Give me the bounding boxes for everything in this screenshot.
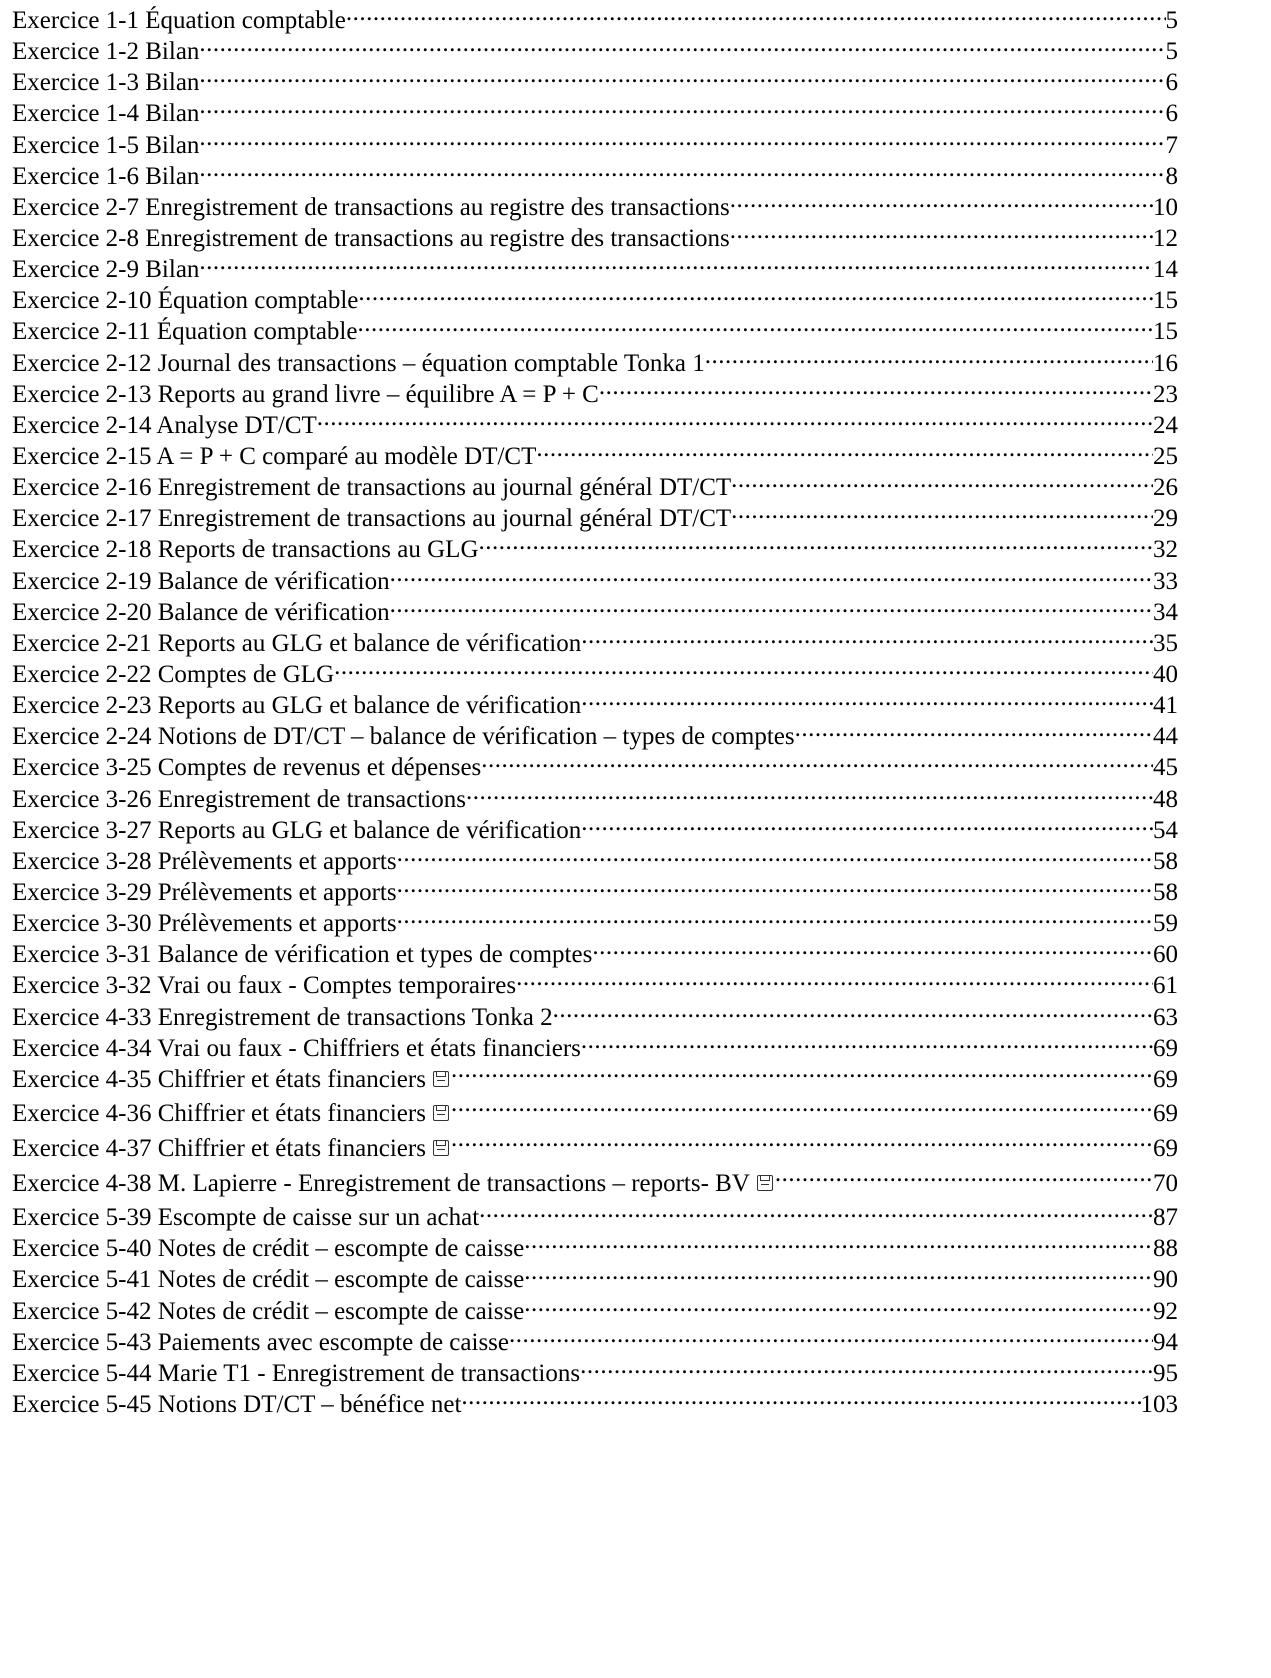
toc-entry[interactable] — [12, 750, 1178, 781]
dot-leader — [581, 813, 1153, 838]
dot-leader — [481, 750, 1153, 775]
toc-entry-title[interactable]: Exercice 2-22 Comptes de GLG — [12, 660, 335, 688]
toc-entry-page-number[interactable]: 35 — [1153, 629, 1178, 657]
toc-entry[interactable] — [12, 564, 1178, 595]
toc-entry[interactable] — [12, 314, 1178, 345]
toc-entry[interactable] — [12, 719, 1178, 750]
floppy-disk-icon — [433, 1105, 449, 1121]
toc-entry[interactable] — [12, 3, 1178, 34]
toc-entry-title[interactable]: Exercice 2-7 Enregistrement de transactions au registre des transactions — [12, 193, 730, 221]
toc-entry[interactable] — [12, 377, 1178, 408]
toc-entry[interactable] — [12, 501, 1178, 532]
toc-entry[interactable] — [12, 1000, 1178, 1031]
toc-entry-title[interactable]: Exercice 2-24 Notions de DT/CT – balance de vérification – types de comptes — [12, 723, 795, 751]
toc-entry-page-number[interactable]: 87 — [1153, 1204, 1178, 1232]
toc-entry-page-number[interactable]: 60 — [1153, 941, 1178, 969]
toc-entry-page-number[interactable]: 23 — [1153, 380, 1178, 408]
toc-entry-title[interactable]: Exercice 1-6 Bilan — [12, 162, 200, 190]
dot-leader — [524, 1294, 1153, 1319]
toc-entry-page-number[interactable]: 29 — [1153, 505, 1178, 533]
toc-entry-page-number[interactable]: 58 — [1153, 878, 1178, 906]
toc-entry[interactable] — [12, 688, 1178, 719]
dot-leader — [731, 470, 1153, 495]
toc-entry-page-number[interactable]: 61 — [1153, 972, 1178, 1000]
dot-leader — [317, 408, 1153, 433]
toc-entry[interactable] — [12, 1387, 1178, 1418]
dot-leader — [199, 159, 1165, 184]
dot-leader — [451, 1131, 1153, 1156]
toc-entry-page-number[interactable]: 90 — [1153, 1266, 1178, 1294]
dot-leader — [451, 1096, 1153, 1121]
toc-entry[interactable] — [12, 1294, 1178, 1325]
dot-leader — [516, 968, 1153, 993]
dot-leader — [466, 782, 1153, 807]
dot-leader — [524, 1231, 1153, 1256]
toc-entry-title[interactable]: Exercice 1-4 Bilan — [12, 100, 200, 128]
toc-entry[interactable] — [12, 875, 1178, 906]
toc-entry[interactable] — [12, 283, 1178, 314]
toc-entry-page-number[interactable]: 7 — [1165, 131, 1178, 159]
dot-leader — [536, 439, 1153, 464]
toc-entry-page-number[interactable]: 14 — [1153, 256, 1178, 284]
toc-entry-page-number[interactable]: 34 — [1153, 598, 1178, 626]
toc-entry-title[interactable]: Exercice 3-25 Comptes de revenus et dépenses — [12, 754, 482, 782]
dot-leader — [199, 96, 1165, 121]
toc-entry-page-number[interactable]: 58 — [1153, 847, 1178, 875]
toc-entry-title[interactable]: Exercice 3-30 Prélèvements et apports — [12, 910, 397, 938]
toc-entry[interactable] — [12, 1231, 1178, 1262]
toc-entry-title[interactable]: Exercice 4-38 M. Lapierre - Enregistrement de transactions – reports- BV — [12, 1169, 750, 1197]
toc-entry[interactable] — [12, 252, 1178, 283]
toc-entry[interactable] — [12, 657, 1178, 688]
toc-entry-page-number[interactable]: 54 — [1153, 816, 1178, 844]
dot-leader — [358, 283, 1153, 308]
dot-leader — [581, 626, 1153, 651]
toc-entry[interactable] — [12, 626, 1178, 657]
toc-entry-page-number[interactable]: 88 — [1153, 1235, 1178, 1263]
dot-leader — [795, 719, 1153, 744]
toc-entry-page-number[interactable]: 94 — [1153, 1328, 1178, 1356]
dot-leader — [199, 34, 1165, 59]
toc-entry-page-number[interactable]: 70 — [1153, 1169, 1178, 1197]
toc-entry-page-number[interactable]: 6 — [1165, 100, 1178, 128]
toc-entry[interactable] — [12, 1031, 1178, 1062]
toc-entry-title[interactable]: Exercice 5-42 Notes de crédit – escompte de caisse — [12, 1297, 525, 1325]
toc-entry-page-number[interactable]: 12 — [1153, 224, 1178, 252]
toc-entry-page-number[interactable]: 16 — [1153, 349, 1178, 377]
toc-entry-title[interactable]: Exercice 4-33 Enregistrement de transactions Tonka 2 — [12, 1003, 553, 1031]
dot-leader — [334, 657, 1153, 682]
toc-entry-title[interactable]: Exercice 2-12 Journal des transactions – équation comptable Tonka 1 — [12, 349, 705, 377]
toc-entry-title[interactable]: Exercice 2-17 Enregistrement de transactions au journal général DT/CT — [12, 505, 732, 533]
dot-leader — [599, 377, 1153, 402]
toc-entry-title[interactable]: Exercice 2-13 Reports au grand livre – équilibre A = P + C — [12, 380, 599, 408]
toc-entry-title[interactable]: Exercice 5-43 Paiements avec escompte de caisse — [12, 1328, 509, 1356]
toc-entry-title[interactable]: Exercice 2-19 Balance de vérification — [12, 567, 390, 595]
toc-entry[interactable] — [12, 844, 1178, 875]
toc-entry[interactable] — [12, 221, 1178, 252]
dot-leader — [580, 1356, 1153, 1381]
toc-entry-page-number[interactable]: 25 — [1153, 442, 1178, 470]
toc-entry-page-number[interactable]: 92 — [1153, 1297, 1178, 1325]
toc-entry-title[interactable]: Exercice 4-34 Vrai ou faux - Chiffriers et états financiers — [12, 1034, 581, 1062]
toc-entry-title[interactable]: Exercice 1-3 Bilan — [12, 69, 200, 97]
toc-entry-page-number[interactable]: 10 — [1153, 193, 1178, 221]
dot-leader — [461, 1387, 1140, 1412]
dot-leader — [397, 844, 1153, 869]
dot-leader — [730, 221, 1153, 246]
toc-entry[interactable] — [12, 1262, 1178, 1293]
toc-entry[interactable] — [12, 1166, 1178, 1201]
toc-entry-title[interactable]: Exercice 3-31 Balance de vérification et types de comptes — [12, 941, 593, 969]
toc-entry[interactable] — [12, 65, 1178, 96]
toc-entry[interactable] — [12, 1325, 1178, 1356]
toc-entry[interactable] — [12, 96, 1178, 127]
toc-entry[interactable] — [12, 439, 1178, 470]
toc-entry-title[interactable]: Exercice 2-8 Enregistrement de transactions au registre des transactions — [12, 224, 730, 252]
toc-entry-title[interactable]: Exercice 2-15 A = P + C comparé au modèle DT/CT — [12, 442, 537, 470]
toc-entry-title[interactable]: Exercice 1-1 Équation comptable — [12, 7, 346, 34]
toc-entry-page-number[interactable]: 5 — [1165, 38, 1178, 66]
toc-entry-title[interactable]: Exercice 2-11 Équation comptable — [12, 318, 358, 346]
toc-entry-page-number[interactable]: 40 — [1153, 660, 1178, 688]
toc-entry-title[interactable]: Exercice 2-9 Bilan — [12, 256, 200, 284]
toc-entry-title[interactable]: Exercice 2-10 Équation comptable — [12, 287, 359, 315]
dot-leader — [346, 3, 1166, 28]
floppy-disk-icon — [433, 1140, 449, 1156]
toc-entry[interactable] — [12, 906, 1178, 937]
dot-leader — [397, 875, 1153, 900]
dot-leader — [705, 346, 1153, 371]
dot-leader — [199, 128, 1165, 153]
toc-entry-title[interactable]: Exercice 2-16 Enregistrement de transactions au journal général DT/CT — [12, 474, 732, 502]
floppy-disk-icon — [433, 1071, 449, 1087]
dot-leader — [553, 1000, 1153, 1025]
floppy-disk-icon — [757, 1175, 773, 1191]
toc-entry-page-number[interactable]: 15 — [1153, 318, 1178, 346]
toc-entry-title[interactable]: Exercice 2-14 Analyse DT/CT — [12, 411, 317, 439]
table-of-contents — [12, 3, 1178, 1418]
toc-entry[interactable] — [12, 1131, 1178, 1166]
toc-entry-title[interactable]: Exercice 5-41 Notes de crédit – escompte de caisse — [12, 1266, 525, 1294]
dot-leader — [199, 65, 1165, 90]
toc-entry-page-number[interactable]: 95 — [1153, 1359, 1178, 1387]
toc-entry-page-number[interactable]: 69 — [1153, 1134, 1178, 1162]
toc-entry-title[interactable]: Exercice 2-20 Balance de vérification — [12, 598, 390, 626]
toc-entry[interactable] — [12, 1356, 1178, 1387]
dot-leader — [479, 1200, 1153, 1225]
toc-entry-title[interactable]: Exercice 3-27 Reports au GLG et balance de vérification — [12, 816, 582, 844]
toc-entry-page-number[interactable]: 69 — [1153, 1065, 1178, 1093]
toc-entry-page-number[interactable]: 48 — [1153, 785, 1178, 813]
toc-entry-title[interactable]: Exercice 5-40 Notes de crédit – escompte de caisse — [12, 1235, 525, 1263]
toc-entry[interactable] — [12, 159, 1178, 190]
toc-entry[interactable] — [12, 408, 1178, 439]
toc-entry-title[interactable]: Exercice 1-5 Bilan — [12, 131, 200, 159]
toc-entry[interactable] — [12, 937, 1178, 968]
dot-leader — [397, 906, 1153, 931]
toc-entry-page-number[interactable]: 59 — [1153, 910, 1178, 938]
toc-entry[interactable] — [12, 346, 1178, 377]
toc-entry-title[interactable]: Exercice 3-29 Prélèvements et apports — [12, 878, 397, 906]
toc-entry[interactable] — [12, 190, 1178, 221]
toc-entry[interactable] — [12, 1062, 1178, 1097]
toc-entry[interactable] — [12, 532, 1178, 563]
dot-leader — [581, 688, 1153, 713]
dot-leader — [592, 937, 1153, 962]
dot-leader — [524, 1262, 1153, 1287]
dot-leader — [390, 595, 1153, 620]
toc-entry-title[interactable]: Exercice 4-35 Chiffrier et états financiers — [12, 1065, 426, 1093]
toc-entry-title[interactable]: Exercice 2-18 Reports de transactions au GLG — [12, 536, 479, 564]
toc-entry-page-number[interactable]: 41 — [1153, 692, 1178, 720]
toc-entry-page-number[interactable]: 33 — [1153, 567, 1178, 595]
toc-entry-page-number[interactable]: 103 — [1140, 1391, 1178, 1418]
toc-entry-title[interactable]: Exercice 3-26 Enregistrement de transactions — [12, 785, 466, 813]
dot-leader — [731, 501, 1153, 526]
toc-entry[interactable] — [12, 1096, 1178, 1131]
toc-entry-page-number[interactable]: 5 — [1165, 7, 1178, 34]
toc-entry[interactable] — [12, 470, 1178, 501]
dot-leader — [479, 532, 1153, 557]
toc-entry-page-number[interactable]: 8 — [1165, 162, 1178, 190]
toc-entry[interactable] — [12, 128, 1178, 159]
toc-entry-title[interactable]: Exercice 4-36 Chiffrier et états financiers — [12, 1100, 426, 1128]
toc-entry[interactable] — [12, 34, 1178, 65]
toc-entry[interactable] — [12, 595, 1178, 626]
toc-entry-title[interactable]: Exercice 3-32 Vrai ou faux - Comptes temporaires — [12, 972, 517, 1000]
toc-entry-title[interactable]: Exercice 2-21 Reports au GLG et balance de vérification — [12, 629, 582, 657]
toc-entry-title[interactable]: Exercice 1-2 Bilan — [12, 38, 200, 66]
dot-leader — [451, 1062, 1153, 1087]
toc-entry-page-number[interactable]: 32 — [1153, 536, 1178, 564]
toc-entry-title[interactable]: Exercice 2-23 Reports au GLG et balance de vérification — [12, 692, 582, 720]
dot-leader — [775, 1166, 1153, 1191]
toc-entry[interactable] — [12, 968, 1178, 999]
toc-entry-page-number[interactable]: 69 — [1153, 1100, 1178, 1128]
toc-entry[interactable] — [12, 1200, 1178, 1231]
toc-entry-page-number[interactable]: 69 — [1153, 1034, 1178, 1062]
toc-entry-title[interactable]: Exercice 5-45 Notions DT/CT – bénéfice net — [12, 1391, 462, 1418]
toc-entry-title[interactable]: Exercice 5-44 Marie T1 - Enregistrement de transactions — [12, 1359, 581, 1387]
dot-leader — [357, 314, 1153, 339]
toc-entry-page-number[interactable]: 44 — [1153, 723, 1178, 751]
toc-entry-page-number[interactable]: 45 — [1153, 754, 1178, 782]
toc-entry-page-number[interactable]: 15 — [1153, 287, 1178, 315]
toc-entry[interactable] — [12, 813, 1178, 844]
toc-entry-page-number[interactable]: 26 — [1153, 474, 1178, 502]
toc-entry-page-number[interactable]: 63 — [1153, 1003, 1178, 1031]
dot-leader — [730, 190, 1153, 215]
toc-entry-title[interactable]: Exercice 5-39 Escompte de caisse sur un achat — [12, 1204, 480, 1232]
dot-leader — [581, 1031, 1153, 1056]
dot-leader — [199, 252, 1153, 277]
dot-leader — [390, 564, 1153, 589]
toc-entry[interactable] — [12, 782, 1178, 813]
toc-entry-title[interactable]: Exercice 4-37 Chiffrier et états financiers — [12, 1134, 426, 1162]
dot-leader — [509, 1325, 1153, 1350]
toc-entry-page-number[interactable]: 6 — [1165, 69, 1178, 97]
toc-entry-title[interactable]: Exercice 3-28 Prélèvements et apports — [12, 847, 397, 875]
toc-entry-page-number[interactable]: 24 — [1153, 411, 1178, 439]
